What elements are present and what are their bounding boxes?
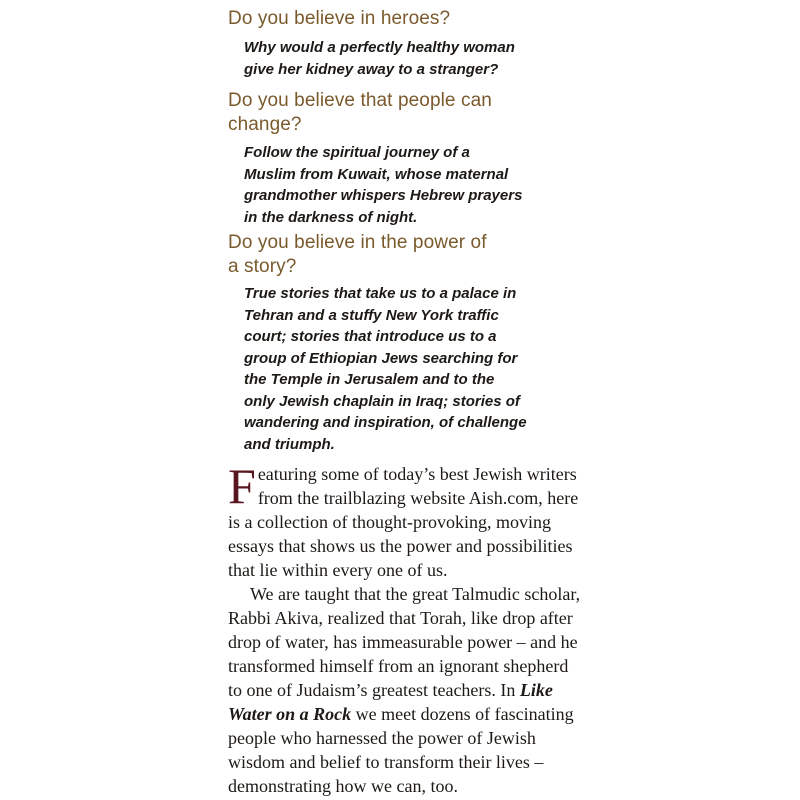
answer-line: grandmother whispers Hebrew prayers (244, 187, 523, 204)
drop-cap: F (228, 458, 256, 514)
intro-text: eaturing some of today’s best Jewish writers from the trailblazing website Aish.com, here is a collection of thought-provoking, moving essays that shows us the power and possibilities that lie within every one of us. (228, 464, 579, 580)
question-heading-heroes (228, 7, 450, 31)
heading-line: Do you believe in the power of (228, 232, 487, 253)
answer-line: in the darkness of night. (244, 208, 418, 226)
heading-line: Do you believe that people can (228, 90, 492, 111)
heading-line: Do you believe in heroes? (228, 8, 451, 29)
answer-line: only Jewish chaplain in Iraq; stories of (244, 392, 520, 410)
question-heading-story (228, 231, 487, 279)
answer-line: True stories that take us to a palace in (244, 285, 517, 302)
akiva-text-end: we meet dozens of fascinating people who harnessed the power of Jewish wisdom and belief to transform their lives – demonstrating how we can, too. (228, 704, 574, 796)
akiva-text-start: We are taught that the great Talmudic scholar, Rabbi Akiva, realized that Torah, like drop after drop of water, has immeasurable power – and he transformed himself from an ignorant shepherd to one of Judaism’s greatest teachers. In (228, 584, 581, 700)
answer-change (244, 142, 522, 228)
heading-line: a story? (228, 256, 297, 277)
answer-line: court; stories that introduce us to a (244, 328, 497, 345)
answer-line: group of Ethiopian Jews searching for (244, 349, 518, 367)
akiva-paragraph (228, 582, 582, 798)
book-title: Like Water on a Rock (228, 680, 553, 724)
answer-line: wandering and inspiration, of challenge (244, 414, 527, 431)
intro-paragraph (228, 458, 582, 582)
answer-heroes (244, 37, 515, 80)
answer-story (244, 283, 527, 455)
answer-line: Follow the spiritual journey of a (244, 144, 470, 161)
heading-line: change? (228, 114, 302, 135)
answer-line: the Temple in Jerusalem and to the (244, 371, 495, 388)
question-heading-change (228, 89, 492, 137)
answer-line: give her kidney away to a stranger? (244, 60, 499, 78)
answer-line: Muslim from Kuwait, whose maternal (244, 165, 509, 183)
answer-line: Tehran and a stuffy New York traffic (244, 306, 499, 324)
answer-line: Why would a perfectly healthy woman (244, 39, 515, 56)
answer-line: and triumph. (244, 435, 335, 453)
